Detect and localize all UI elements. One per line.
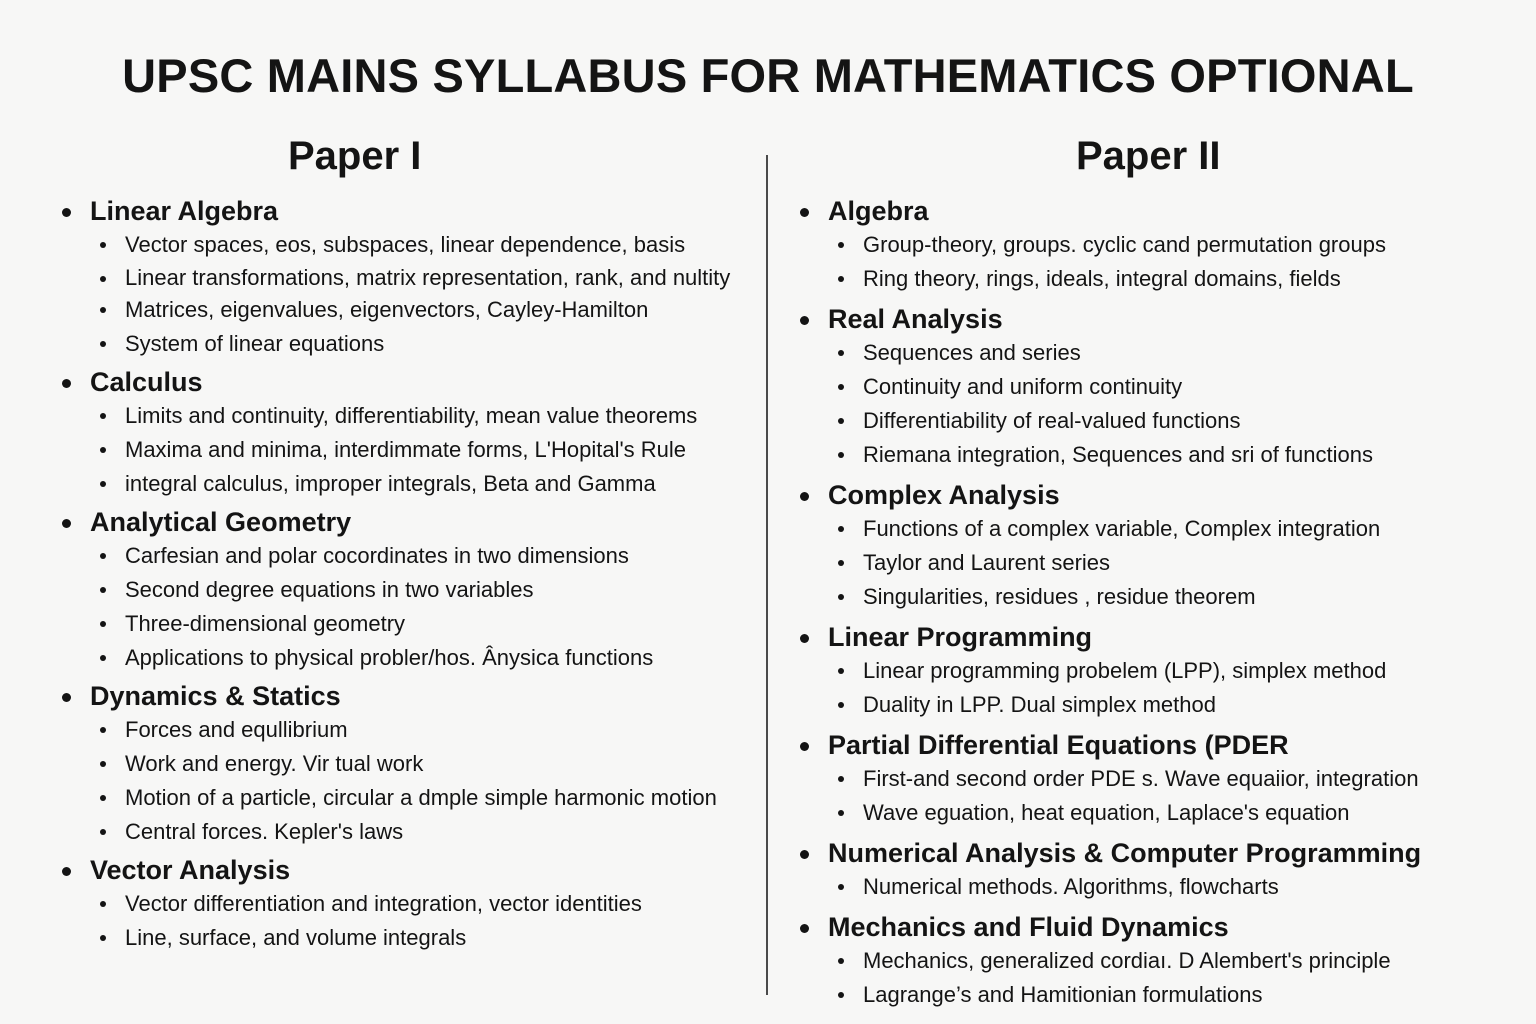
bullet-icon — [100, 481, 106, 487]
bullet-icon — [100, 901, 106, 907]
topic-text: Differentiability of real-valued functions — [863, 408, 1241, 433]
section-title: Calculus — [90, 367, 203, 397]
topic-item — [90, 327, 765, 361]
topic-text: Central forces. Kepler's laws — [125, 819, 404, 844]
syllabus-section — [60, 679, 765, 849]
topic-item — [828, 262, 1498, 296]
topic-text: Vector spaces, eos, subspaces, linear dependence, basis — [125, 232, 686, 257]
topic-item — [828, 978, 1498, 1012]
topic-list — [90, 713, 765, 849]
topic-text: Continuity and uniform continuity — [863, 374, 1183, 399]
topic-item — [90, 921, 765, 955]
bullet-icon — [838, 958, 844, 964]
column-divider — [766, 155, 768, 995]
bullet-icon — [100, 276, 106, 282]
topic-text: Work and energy. Vir tual work — [125, 751, 424, 776]
topic-text: Carfesian and polar cocordinates in two dimensions — [125, 543, 629, 568]
topic-list — [90, 228, 765, 361]
topic-text: Ring theory, rings, ideals, integral domains, fields — [863, 266, 1341, 291]
topic-list — [828, 228, 1498, 296]
bullet-icon — [100, 829, 106, 835]
topic-text: Duality in LPP. Dual simplex method — [863, 692, 1216, 717]
topic-item — [828, 404, 1498, 438]
topic-item — [90, 781, 765, 815]
bullet-icon — [100, 553, 106, 559]
topic-text: Lagrange’s and Hamitionian formulations — [863, 982, 1263, 1007]
bullet-icon — [100, 935, 106, 941]
bullet-icon — [838, 810, 844, 816]
topic-text: Wave eguation, heat equation, Laplace's equation — [863, 800, 1350, 825]
bullet-icon — [838, 350, 844, 356]
syllabus-section — [798, 194, 1498, 296]
bullet-icon — [100, 587, 106, 593]
topic-text: Mechanics, generalized cordiaı. D Alembert's principle — [863, 948, 1391, 973]
section-title: Linear Programming — [828, 622, 1093, 652]
topic-item — [828, 512, 1498, 546]
bullet-icon — [838, 884, 844, 890]
section-title: Analytical Geometry — [90, 507, 352, 537]
syllabus-section — [798, 620, 1498, 722]
topic-text: Taylor and Laurent series — [863, 550, 1111, 575]
section-title: Partial Differential Equations (PDER — [828, 730, 1289, 760]
syllabus-section — [60, 505, 765, 675]
paper-1-title: Paper I — [288, 134, 422, 178]
bullet-icon — [838, 276, 844, 282]
topic-item — [90, 747, 765, 781]
topic-item — [90, 399, 765, 433]
syllabus-section — [798, 836, 1498, 904]
topic-item — [828, 762, 1498, 796]
topic-item — [90, 607, 765, 641]
syllabus-section — [60, 853, 765, 955]
page-title: UPSC MAINS SYLLABUS FOR MATHEMATICS OPTIONAL — [122, 49, 1414, 102]
topic-item — [828, 228, 1498, 262]
section-title: Algebra — [828, 196, 929, 226]
bullet-icon — [800, 924, 809, 933]
topic-text: integral calculus, improper integrals, Beta and Gamma — [125, 471, 656, 496]
bullet-icon — [838, 526, 844, 532]
bullet-icon — [838, 242, 844, 248]
section-title: Mechanics and Fluid Dynamics — [828, 912, 1229, 942]
bullet-icon — [838, 992, 844, 998]
syllabus-section — [60, 365, 765, 501]
bullet-icon — [800, 634, 809, 643]
bullet-icon — [62, 379, 71, 388]
topic-list — [90, 399, 765, 501]
bullet-icon — [838, 560, 844, 566]
bullet-icon — [838, 452, 844, 458]
syllabus-section — [798, 478, 1498, 614]
topic-list — [828, 512, 1498, 614]
paper-1-sections — [60, 194, 765, 959]
topic-text: Riemana integration, Sequences and sri of functions — [863, 442, 1373, 467]
topic-text: Numerical methods. Algorithms, flowcharts — [863, 874, 1279, 899]
bullet-icon — [838, 668, 844, 674]
topic-text: Group-theory, groups. cyclic cand permutation groups — [863, 232, 1386, 257]
topic-text: Linear programming probelem (LPP), simplex method — [863, 658, 1387, 683]
bullet-icon — [800, 850, 809, 859]
section-title: Dynamics & Statics — [90, 681, 341, 711]
bullet-icon — [62, 208, 71, 217]
bullet-icon — [838, 384, 844, 390]
topic-item — [90, 467, 765, 501]
topic-text: Matrices, eigenvalues, eigenvectors, Cayley-Hamilton — [125, 297, 649, 322]
bullet-icon — [100, 621, 106, 627]
topic-text: Maxima and minima, interdimmate forms, L'Hopital's Rule — [125, 437, 687, 462]
bullet-icon — [800, 742, 809, 751]
bullet-icon — [100, 242, 106, 248]
topic-item — [90, 539, 765, 573]
topic-item — [828, 336, 1498, 370]
topic-text: Three-dimensional geometry — [125, 611, 406, 636]
bullet-icon — [100, 413, 106, 419]
bullet-icon — [100, 341, 106, 347]
topic-item — [828, 944, 1498, 978]
bullet-icon — [62, 519, 71, 528]
topic-text: Vector differentiation and integration, vector identities — [125, 891, 642, 916]
topic-list — [828, 336, 1498, 472]
section-title: Linear Algebra — [90, 196, 279, 226]
bullet-icon — [100, 727, 106, 733]
topic-list — [828, 654, 1498, 722]
topic-text: Line, surface, and volume integrals — [125, 925, 467, 950]
topic-item — [828, 870, 1498, 904]
section-title: Real Analysis — [828, 304, 1003, 334]
topic-item — [90, 573, 765, 607]
topic-item — [828, 654, 1498, 688]
bullet-icon — [100, 447, 106, 453]
syllabus-section — [60, 194, 765, 361]
topic-text: Second degree equations in two variables — [125, 577, 534, 602]
topic-text: First-and second order PDE s. Wave equaiior, integration — [863, 766, 1419, 791]
topic-item — [90, 293, 765, 327]
topic-text: Forces and equllibrium — [125, 717, 348, 742]
topic-item — [828, 796, 1498, 830]
bullet-icon — [838, 702, 844, 708]
topic-item — [90, 815, 765, 849]
bullet-icon — [62, 693, 71, 702]
section-title: Complex Analysis — [828, 480, 1060, 510]
section-title: Vector Analysis — [90, 855, 291, 885]
bullet-icon — [62, 867, 71, 876]
bullet-icon — [838, 776, 844, 782]
topic-item — [90, 433, 765, 467]
topic-item — [90, 887, 765, 921]
topic-item — [90, 641, 765, 675]
topic-list — [828, 944, 1498, 1012]
topic-list — [828, 762, 1498, 830]
topic-text: Applications to physical probler/hos. Ânysica functions — [125, 645, 654, 670]
paper-2-sections — [798, 194, 1498, 1018]
topic-item — [828, 580, 1498, 614]
topic-text: Motion of a particle, circular a dmple simple harmonic motion — [125, 785, 717, 810]
paper-2-title: Paper II — [1076, 134, 1221, 178]
bullet-icon — [800, 208, 809, 217]
topic-item — [90, 228, 765, 262]
topic-item — [828, 546, 1498, 580]
bullet-icon — [100, 761, 106, 767]
bullet-icon — [838, 418, 844, 424]
topic-text: Linear transformations, matrix representation, rank, and nultity — [125, 265, 731, 290]
bullet-icon — [100, 655, 106, 661]
syllabus-section — [798, 910, 1498, 1012]
bullet-icon — [100, 795, 106, 801]
bullet-icon — [800, 316, 809, 325]
bullet-icon — [100, 307, 106, 313]
topic-text: Sequences and series — [863, 340, 1081, 365]
topic-text: Singularities, residues , residue theorem — [863, 584, 1256, 609]
bullet-icon — [838, 594, 844, 600]
topic-list — [90, 539, 765, 675]
topic-list — [90, 887, 765, 955]
topic-text: Functions of a complex variable, Complex integration — [863, 516, 1381, 541]
topic-item — [828, 438, 1498, 472]
topic-item — [828, 370, 1498, 404]
syllabus-section — [798, 302, 1498, 472]
syllabus-section — [798, 728, 1498, 830]
topic-item — [90, 262, 765, 293]
topic-text: System of linear equations — [125, 331, 385, 356]
section-title: Numerical Analysis & Computer Programming — [828, 838, 1422, 868]
bullet-icon — [800, 492, 809, 501]
topic-item — [828, 688, 1498, 722]
topic-list — [828, 870, 1498, 904]
topic-text: Limits and continuity, differentiability, mean value theorems — [125, 403, 698, 428]
topic-item — [90, 713, 765, 747]
